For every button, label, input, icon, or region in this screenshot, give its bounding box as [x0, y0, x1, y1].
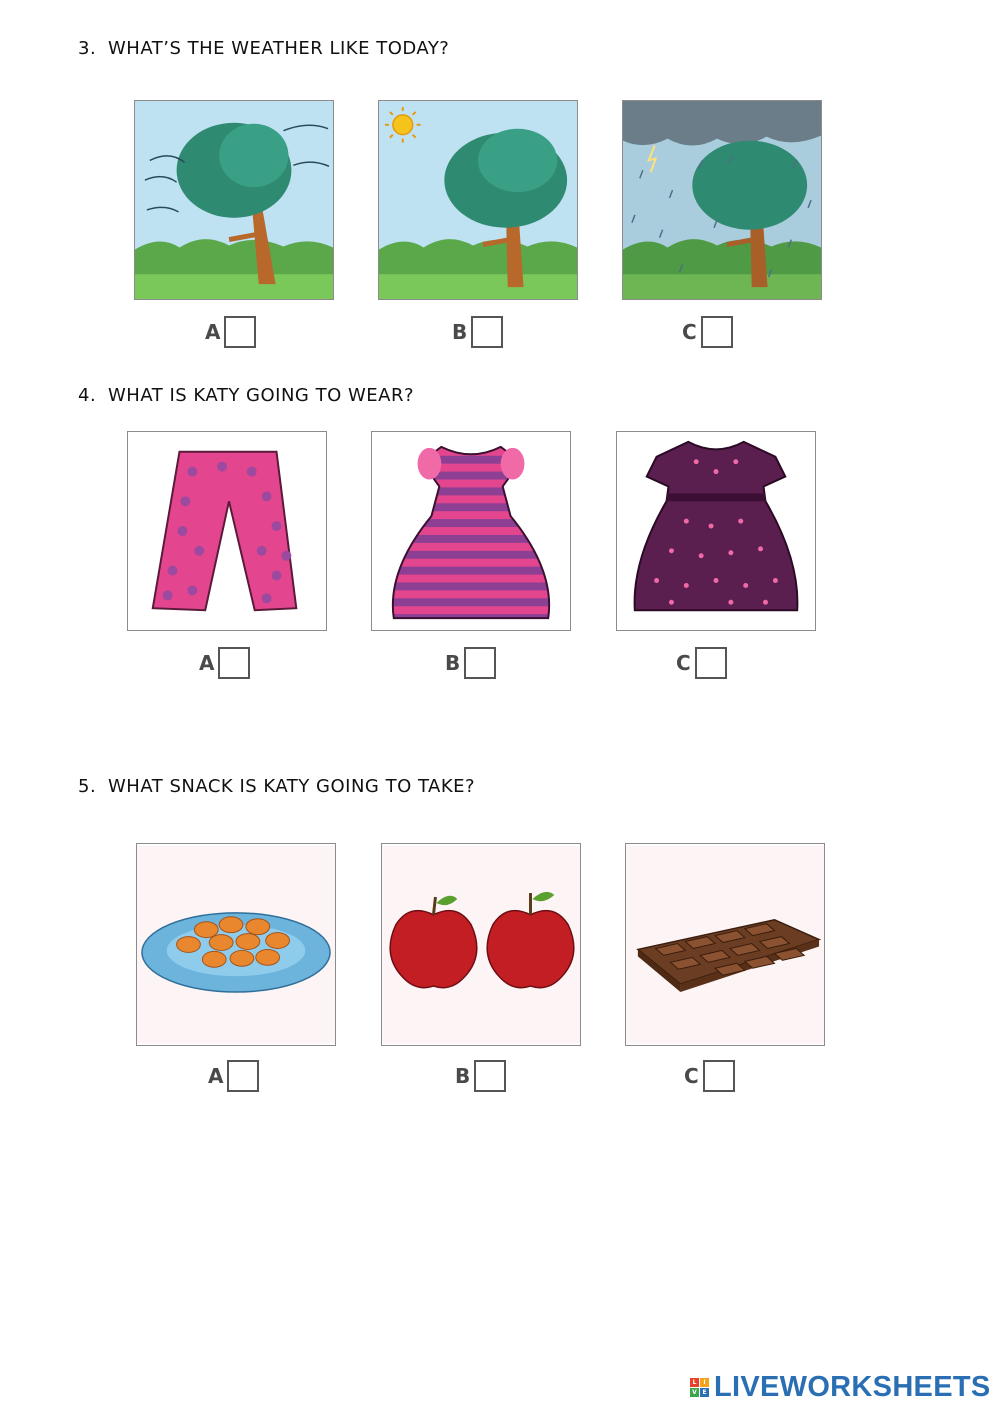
option-b	[445, 645, 496, 681]
answer-checkbox-b[interactable]	[474, 1060, 506, 1092]
rainy-picture	[622, 100, 822, 300]
option-b	[452, 314, 503, 350]
option-b	[455, 1058, 506, 1094]
option-letter: A	[208, 1064, 224, 1088]
answer-checkbox-a[interactable]	[227, 1060, 259, 1092]
question-4	[78, 385, 414, 406]
answer-checkbox-a[interactable]	[224, 316, 256, 348]
answer-checkbox-c[interactable]	[703, 1060, 735, 1092]
answer-checkbox-a[interactable]	[218, 647, 250, 679]
logo-mark-icon: L I V E	[690, 1378, 709, 1397]
question-number: 3.	[78, 38, 97, 59]
liveworksheets-logo[interactable]	[690, 1372, 991, 1402]
option-letter: B	[445, 651, 461, 675]
option-letter: C	[682, 320, 697, 344]
option-c	[676, 645, 727, 681]
option-c	[682, 314, 733, 350]
option-letter: C	[676, 651, 691, 675]
option-letter: A	[199, 651, 215, 675]
option-a	[199, 645, 250, 681]
dotted-dress-picture	[616, 431, 816, 631]
answer-checkbox-b[interactable]	[464, 647, 496, 679]
option-a	[208, 1058, 259, 1094]
option-letter: A	[205, 320, 221, 344]
answer-checkbox-b[interactable]	[471, 316, 503, 348]
question-number: 4.	[78, 385, 97, 406]
apples-picture	[381, 843, 581, 1046]
option-letter: B	[455, 1064, 471, 1088]
question-3	[78, 38, 449, 59]
option-letter: B	[452, 320, 468, 344]
question-text: WHAT’S THE WEATHER LIKE TODAY?	[108, 38, 450, 59]
logo-text: LIVEWORKSHEETS	[714, 1370, 991, 1403]
question-text: WHAT SNACK IS KATY GOING TO TAKE?	[108, 776, 476, 797]
answer-checkbox-c[interactable]	[695, 647, 727, 679]
cookies-picture	[136, 843, 336, 1046]
striped-dress-picture	[371, 431, 571, 631]
question-text: WHAT IS KATY GOING TO WEAR?	[108, 385, 415, 406]
option-c	[684, 1058, 735, 1094]
chocolate-picture	[625, 843, 825, 1046]
trousers-picture	[127, 431, 327, 631]
sunny-picture	[378, 100, 578, 300]
option-a	[205, 314, 256, 350]
question-number: 5.	[78, 776, 97, 797]
question-5	[78, 776, 475, 797]
windy-picture	[134, 100, 334, 300]
option-letter: C	[684, 1064, 699, 1088]
answer-checkbox-c[interactable]	[701, 316, 733, 348]
